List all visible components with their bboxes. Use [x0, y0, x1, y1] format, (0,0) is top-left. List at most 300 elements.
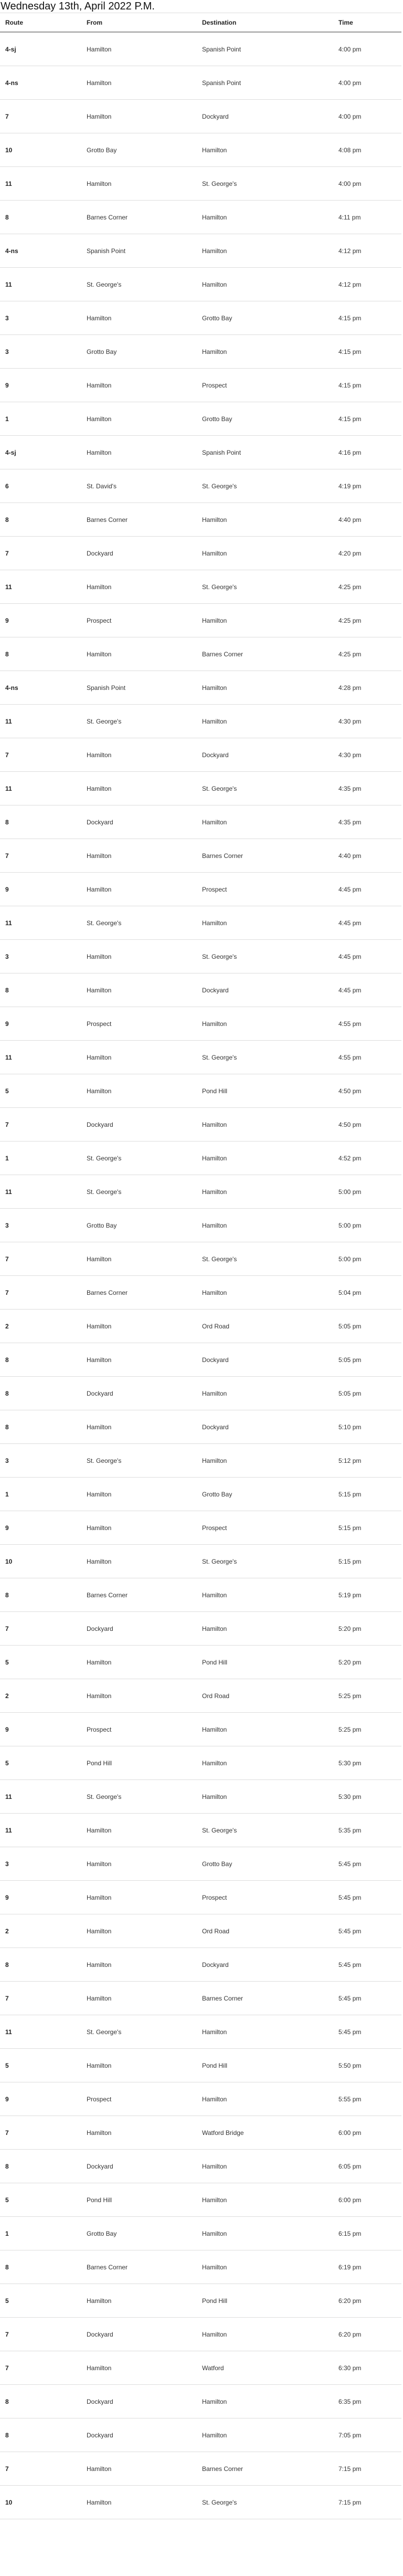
table-row [0, 234, 401, 268]
destination-cell: Hamilton [197, 1209, 333, 1242]
from-cell: Hamilton [81, 1646, 197, 1679]
destination-cell: Ord Road [197, 1310, 333, 1343]
time-cell: 5:00 pm [333, 1209, 401, 1242]
time-cell: 5:15 pm [333, 1478, 401, 1511]
destination-cell: Pond Hill [197, 2049, 333, 2082]
from-cell: Hamilton [81, 873, 197, 906]
time-cell: 6:20 pm [333, 2284, 401, 2318]
route-cell: 3 [0, 1209, 81, 1242]
table-row [0, 1041, 401, 1074]
from-cell: St. George's [81, 1780, 197, 1814]
destination-cell: Barnes Corner [197, 2452, 333, 2486]
time-cell: 6:00 pm [333, 2116, 401, 2150]
destination-cell: Pond Hill [197, 1074, 333, 1108]
time-cell: 4:55 pm [333, 1041, 401, 1074]
destination-cell: St. George's [197, 167, 333, 201]
time-cell: 4:00 pm [333, 167, 401, 201]
destination-cell: Ord Road [197, 1914, 333, 1948]
route-cell: 11 [0, 705, 81, 738]
route-cell: 9 [0, 604, 81, 637]
destination-cell: Spanish Point [197, 66, 333, 100]
destination-cell: St. George's [197, 940, 333, 973]
destination-cell: Prospect [197, 1511, 333, 1545]
table-row [0, 973, 401, 1007]
time-cell: 6:00 pm [333, 2183, 401, 2217]
time-cell: 5:19 pm [333, 1578, 401, 1612]
table-row [0, 100, 401, 133]
route-cell: 8 [0, 973, 81, 1007]
time-cell: 4:45 pm [333, 873, 401, 906]
destination-cell: Hamilton [197, 1713, 333, 1746]
from-cell: Hamilton [81, 637, 197, 671]
route-cell: 9 [0, 1007, 81, 1041]
time-cell: 5:04 pm [333, 1276, 401, 1310]
time-cell: 5:55 pm [333, 2082, 401, 2116]
time-cell: 6:05 pm [333, 2150, 401, 2183]
destination-cell: Barnes Corner [197, 839, 333, 873]
from-cell: Hamilton [81, 100, 197, 133]
route-cell: 11 [0, 772, 81, 805]
from-cell: Dockyard [81, 2385, 197, 2418]
time-cell: 7:15 pm [333, 2486, 401, 2519]
table-row [0, 268, 401, 301]
from-cell: Hamilton [81, 1881, 197, 1914]
from-cell: Hamilton [81, 2452, 197, 2486]
table-row [0, 1881, 401, 1914]
time-cell: 5:45 pm [333, 1948, 401, 1982]
from-cell: Hamilton [81, 66, 197, 100]
from-cell: Spanish Point [81, 671, 197, 705]
table-row [0, 604, 401, 637]
from-cell: St. George's [81, 705, 197, 738]
time-cell: 4:50 pm [333, 1108, 401, 1142]
route-cell: 8 [0, 2150, 81, 2183]
route-cell: 11 [0, 570, 81, 604]
table-row [0, 637, 401, 671]
table-row [0, 2250, 401, 2284]
from-cell: Hamilton [81, 1310, 197, 1343]
destination-cell: Hamilton [197, 201, 333, 234]
route-cell: 7 [0, 839, 81, 873]
time-cell: 4:40 pm [333, 839, 401, 873]
from-cell: Hamilton [81, 1041, 197, 1074]
route-cell: 1 [0, 1142, 81, 1175]
route-cell: 7 [0, 2452, 81, 2486]
table-row [0, 1377, 401, 1410]
destination-cell: Hamilton [197, 335, 333, 369]
from-cell: St. George's [81, 1142, 197, 1175]
destination-cell: Hamilton [197, 2015, 333, 2049]
route-cell: 4-sj [0, 32, 81, 66]
route-cell: 1 [0, 402, 81, 436]
table-row [0, 1814, 401, 1847]
destination-cell: St. George's [197, 1545, 333, 1578]
table-row [0, 1175, 401, 1209]
table-row [0, 1612, 401, 1646]
time-cell: 5:10 pm [333, 1410, 401, 1444]
from-cell: Hamilton [81, 1074, 197, 1108]
from-cell: Barnes Corner [81, 503, 197, 537]
table-row [0, 1209, 401, 1242]
destination-cell: Barnes Corner [197, 637, 333, 671]
time-cell: 4:50 pm [333, 1074, 401, 1108]
time-cell: 4:30 pm [333, 705, 401, 738]
table-row [0, 2217, 401, 2250]
from-cell: Pond Hill [81, 1746, 197, 1780]
route-cell: 8 [0, 1410, 81, 1444]
time-cell: 4:00 pm [333, 32, 401, 66]
time-cell: 4:30 pm [333, 738, 401, 772]
table-row [0, 133, 401, 167]
from-cell: Hamilton [81, 1242, 197, 1276]
destination-cell: Watford [197, 2351, 333, 2385]
destination-cell: Hamilton [197, 234, 333, 268]
from-cell: Hamilton [81, 772, 197, 805]
route-cell: 6 [0, 469, 81, 503]
route-cell: 8 [0, 805, 81, 839]
destination-cell: Grotto Bay [197, 1478, 333, 1511]
time-cell: 4:15 pm [333, 402, 401, 436]
column-header-destination: Destination [197, 13, 333, 33]
destination-cell: Hamilton [197, 1276, 333, 1310]
destination-cell: Dockyard [197, 1343, 333, 1377]
route-cell: 8 [0, 2385, 81, 2418]
table-row [0, 2284, 401, 2318]
time-cell: 5:25 pm [333, 1713, 401, 1746]
table-row [0, 2351, 401, 2385]
table-row [0, 873, 401, 906]
from-cell: Dockyard [81, 537, 197, 570]
time-cell: 5:45 pm [333, 1881, 401, 1914]
table-row [0, 1007, 401, 1041]
from-cell: Hamilton [81, 2351, 197, 2385]
from-cell: Hamilton [81, 1948, 197, 1982]
time-cell: 5:15 pm [333, 1511, 401, 1545]
route-cell: 2 [0, 1310, 81, 1343]
table-row [0, 201, 401, 234]
time-cell: 4:00 pm [333, 100, 401, 133]
time-cell: 5:25 pm [333, 1679, 401, 1713]
destination-cell: Hamilton [197, 2183, 333, 2217]
route-cell: 11 [0, 1780, 81, 1814]
from-cell: St. George's [81, 1444, 197, 1478]
destination-cell: St. George's [197, 570, 333, 604]
destination-cell: Hamilton [197, 2418, 333, 2452]
destination-cell: Grotto Bay [197, 301, 333, 335]
route-cell: 8 [0, 1578, 81, 1612]
column-header-time: Time [333, 13, 401, 33]
from-cell: Hamilton [81, 973, 197, 1007]
table-row [0, 301, 401, 335]
destination-cell: Barnes Corner [197, 1982, 333, 2015]
from-cell: Hamilton [81, 436, 197, 469]
from-cell: Grotto Bay [81, 133, 197, 167]
from-cell: Barnes Corner [81, 1276, 197, 1310]
route-cell: 7 [0, 1242, 81, 1276]
destination-cell: Hamilton [197, 1780, 333, 1814]
route-cell: 3 [0, 335, 81, 369]
time-cell: 5:45 pm [333, 1847, 401, 1881]
from-cell: Grotto Bay [81, 2217, 197, 2250]
time-cell: 5:20 pm [333, 1612, 401, 1646]
column-header-from: From [81, 13, 197, 33]
time-cell: 4:11 pm [333, 201, 401, 234]
destination-cell: St. George's [197, 1041, 333, 1074]
time-cell: 4:12 pm [333, 268, 401, 301]
route-cell: 8 [0, 201, 81, 234]
table-row [0, 1982, 401, 2015]
route-cell: 2 [0, 1914, 81, 1948]
from-cell: Barnes Corner [81, 2250, 197, 2284]
from-cell: Hamilton [81, 940, 197, 973]
table-row [0, 2418, 401, 2452]
time-cell: 5:50 pm [333, 2049, 401, 2082]
destination-cell: Dockyard [197, 100, 333, 133]
destination-cell: Hamilton [197, 2217, 333, 2250]
route-cell: 5 [0, 1646, 81, 1679]
table-row [0, 1108, 401, 1142]
time-cell: 4:35 pm [333, 805, 401, 839]
destination-cell: St. George's [197, 772, 333, 805]
route-cell: 10 [0, 133, 81, 167]
route-cell: 8 [0, 2250, 81, 2284]
table-row [0, 66, 401, 100]
from-cell: Dockyard [81, 2318, 197, 2351]
column-header-route: Route [0, 13, 81, 33]
time-cell: 4:28 pm [333, 671, 401, 705]
route-cell: 9 [0, 1511, 81, 1545]
route-cell: 1 [0, 1478, 81, 1511]
table-row [0, 436, 401, 469]
table-row [0, 1713, 401, 1746]
destination-cell: Ord Road [197, 1679, 333, 1713]
table-row [0, 2183, 401, 2217]
route-cell: 3 [0, 1444, 81, 1478]
time-cell: 4:40 pm [333, 503, 401, 537]
table-row [0, 1410, 401, 1444]
from-cell: Grotto Bay [81, 335, 197, 369]
from-cell: Dockyard [81, 1108, 197, 1142]
route-cell: 9 [0, 369, 81, 402]
time-cell: 5:45 pm [333, 2015, 401, 2049]
destination-cell: Hamilton [197, 133, 333, 167]
route-cell: 5 [0, 1074, 81, 1108]
time-cell: 5:12 pm [333, 1444, 401, 1478]
destination-cell: Hamilton [197, 604, 333, 637]
from-cell: Hamilton [81, 1511, 197, 1545]
destination-cell: Hamilton [197, 805, 333, 839]
from-cell: St. George's [81, 906, 197, 940]
time-cell: 4:19 pm [333, 469, 401, 503]
table-row [0, 1746, 401, 1780]
table-row [0, 32, 401, 66]
table-row [0, 705, 401, 738]
time-cell: 5:15 pm [333, 1545, 401, 1578]
table-row [0, 1478, 401, 1511]
table-row [0, 1679, 401, 1713]
table-row [0, 1511, 401, 1545]
time-cell: 6:20 pm [333, 2318, 401, 2351]
time-cell: 5:30 pm [333, 1780, 401, 1814]
table-row [0, 2082, 401, 2116]
table-row [0, 1142, 401, 1175]
from-cell: Hamilton [81, 1478, 197, 1511]
route-cell: 3 [0, 940, 81, 973]
route-cell: 4-sj [0, 436, 81, 469]
route-cell: 1 [0, 2217, 81, 2250]
destination-cell: Hamilton [197, 1612, 333, 1646]
route-cell: 7 [0, 2116, 81, 2150]
route-cell: 7 [0, 738, 81, 772]
from-cell: Hamilton [81, 1343, 197, 1377]
from-cell: Hamilton [81, 2284, 197, 2318]
time-cell: 4:08 pm [333, 133, 401, 167]
route-cell: 8 [0, 1948, 81, 1982]
table-row [0, 469, 401, 503]
destination-cell: Dockyard [197, 1948, 333, 1982]
table-row [0, 335, 401, 369]
destination-cell: Prospect [197, 369, 333, 402]
table-row [0, 1578, 401, 1612]
time-cell: 6:15 pm [333, 2217, 401, 2250]
time-cell: 5:45 pm [333, 1982, 401, 2015]
table-row [0, 2116, 401, 2150]
table-row [0, 402, 401, 436]
time-cell: 4:15 pm [333, 335, 401, 369]
table-row [0, 167, 401, 201]
table-row [0, 1242, 401, 1276]
time-cell: 5:00 pm [333, 1242, 401, 1276]
table-row [0, 1646, 401, 1679]
from-cell: Dockyard [81, 1377, 197, 1410]
time-cell: 5:05 pm [333, 1343, 401, 1377]
destination-cell: St. George's [197, 2486, 333, 2519]
destination-cell: Hamilton [197, 2082, 333, 2116]
from-cell: Dockyard [81, 1612, 197, 1646]
time-cell: 6:35 pm [333, 2385, 401, 2418]
destination-cell: Hamilton [197, 2385, 333, 2418]
table-row [0, 1444, 401, 1478]
route-cell: 7 [0, 1108, 81, 1142]
time-cell: 5:05 pm [333, 1310, 401, 1343]
time-cell: 6:19 pm [333, 2250, 401, 2284]
table-row [0, 1310, 401, 1343]
table-header [0, 13, 401, 33]
table-row [0, 1545, 401, 1578]
route-cell: 11 [0, 1814, 81, 1847]
destination-cell: Prospect [197, 873, 333, 906]
time-cell: 4:25 pm [333, 637, 401, 671]
destination-cell: Hamilton [197, 2150, 333, 2183]
table-row [0, 940, 401, 973]
route-cell: 4-ns [0, 66, 81, 100]
time-cell: 5:20 pm [333, 1646, 401, 1679]
table-row [0, 1948, 401, 1982]
route-cell: 7 [0, 1982, 81, 2015]
from-cell: Spanish Point [81, 234, 197, 268]
table-row [0, 2318, 401, 2351]
destination-cell: Hamilton [197, 906, 333, 940]
time-cell: 5:35 pm [333, 1814, 401, 1847]
time-cell: 4:45 pm [333, 940, 401, 973]
time-cell: 4:16 pm [333, 436, 401, 469]
destination-cell: Hamilton [197, 1142, 333, 1175]
route-cell: 9 [0, 1713, 81, 1746]
time-cell: 4:00 pm [333, 66, 401, 100]
time-cell: 5:30 pm [333, 1746, 401, 1780]
route-cell: 7 [0, 1276, 81, 1310]
route-cell: 7 [0, 100, 81, 133]
table-row [0, 805, 401, 839]
destination-cell: Grotto Bay [197, 1847, 333, 1881]
destination-cell: Hamilton [197, 671, 333, 705]
from-cell: Hamilton [81, 1982, 197, 2015]
time-cell: 4:12 pm [333, 234, 401, 268]
time-cell: 4:15 pm [333, 369, 401, 402]
destination-cell: Hamilton [197, 1444, 333, 1478]
table-row [0, 2385, 401, 2418]
destination-cell: St. George's [197, 1242, 333, 1276]
route-cell: 8 [0, 637, 81, 671]
route-cell: 8 [0, 1377, 81, 1410]
destination-cell: Hamilton [197, 2250, 333, 2284]
time-cell: 5:45 pm [333, 1914, 401, 1948]
route-cell: 8 [0, 503, 81, 537]
route-cell: 10 [0, 2486, 81, 2519]
route-cell: 11 [0, 906, 81, 940]
time-cell: 5:05 pm [333, 1377, 401, 1410]
destination-cell: Pond Hill [197, 1646, 333, 1679]
route-cell: 7 [0, 2318, 81, 2351]
table-row [0, 671, 401, 705]
destination-cell: Hamilton [197, 503, 333, 537]
from-cell: St. George's [81, 1175, 197, 1209]
time-cell: 4:25 pm [333, 570, 401, 604]
from-cell: Dockyard [81, 2150, 197, 2183]
table-row [0, 1780, 401, 1814]
table-row [0, 503, 401, 537]
time-cell: 6:30 pm [333, 2351, 401, 2385]
from-cell: Dockyard [81, 2418, 197, 2452]
time-cell: 4:35 pm [333, 772, 401, 805]
table-row [0, 1074, 401, 1108]
destination-cell: Dockyard [197, 1410, 333, 1444]
route-cell: 2 [0, 1679, 81, 1713]
from-cell: Hamilton [81, 369, 197, 402]
from-cell: Barnes Corner [81, 1578, 197, 1612]
route-cell: 11 [0, 1175, 81, 1209]
from-cell: Hamilton [81, 1847, 197, 1881]
from-cell: Hamilton [81, 1914, 197, 1948]
from-cell: Pond Hill [81, 2183, 197, 2217]
route-cell: 5 [0, 2049, 81, 2082]
from-cell: Hamilton [81, 1410, 197, 1444]
destination-cell: Prospect [197, 1881, 333, 1914]
route-cell: 3 [0, 301, 81, 335]
from-cell: Prospect [81, 1007, 197, 1041]
from-cell: Hamilton [81, 301, 197, 335]
time-cell: 4:45 pm [333, 973, 401, 1007]
destination-cell: Hamilton [197, 1175, 333, 1209]
route-cell: 4-ns [0, 671, 81, 705]
route-cell: 8 [0, 2418, 81, 2452]
time-cell: 4:25 pm [333, 604, 401, 637]
destination-cell: Hamilton [197, 268, 333, 301]
table-row [0, 906, 401, 940]
route-cell: 5 [0, 2183, 81, 2217]
destination-cell: Grotto Bay [197, 402, 333, 436]
time-cell: 4:20 pm [333, 537, 401, 570]
